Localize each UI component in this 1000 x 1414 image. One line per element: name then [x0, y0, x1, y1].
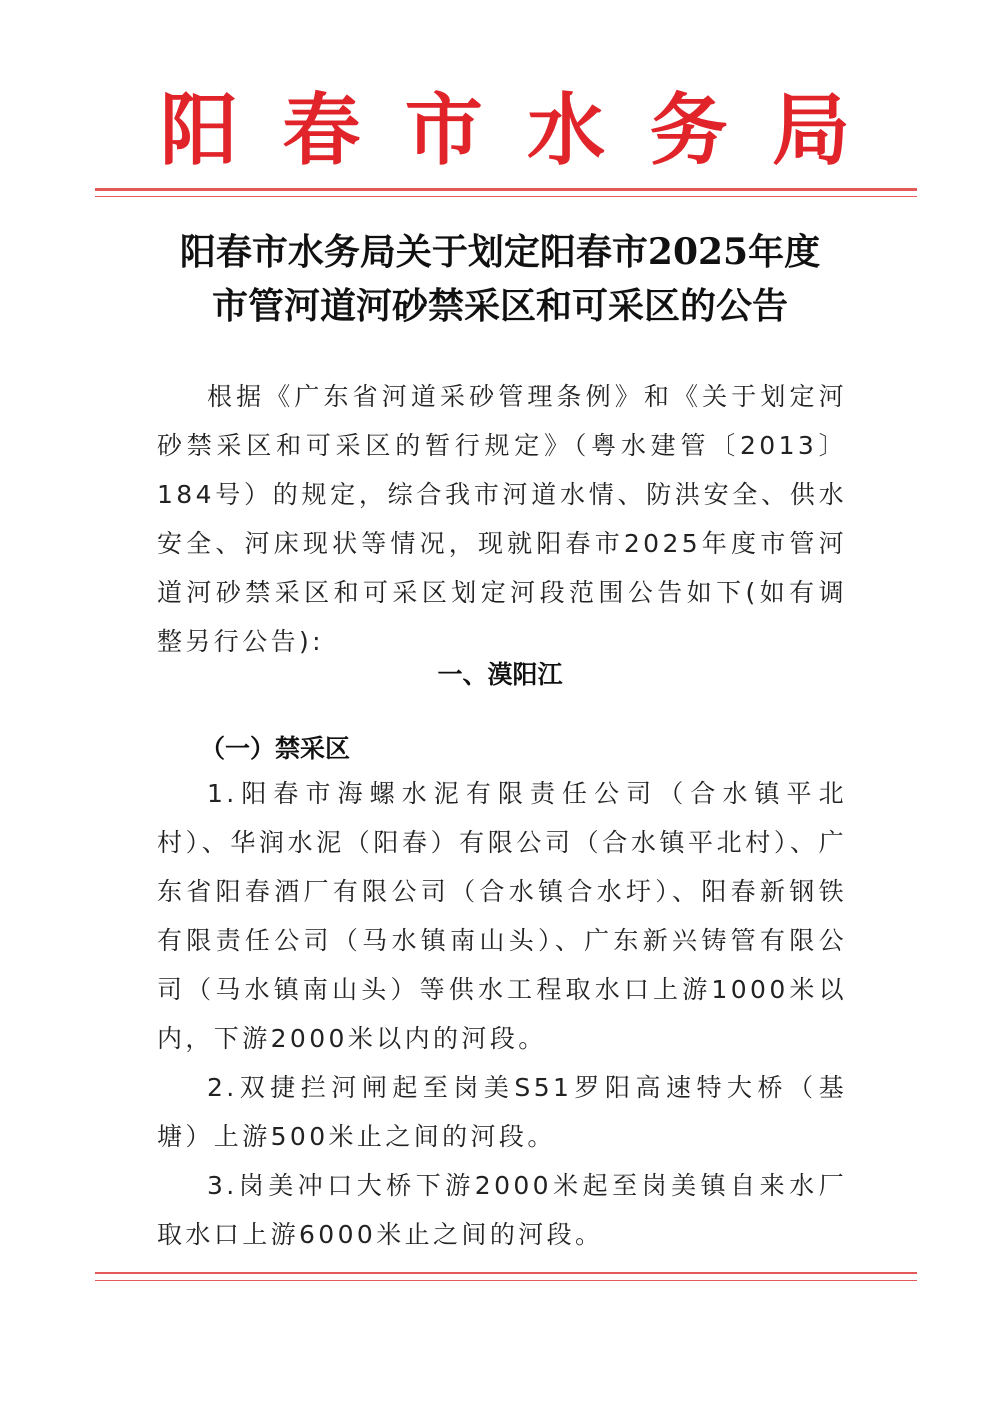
subsection-heading: （一）禁采区: [200, 734, 351, 763]
header-red-rule-thin: [95, 196, 917, 197]
footer-red-rule-thin: [95, 1280, 917, 1281]
masthead-char: 水: [527, 85, 606, 176]
list-item: 2.双捷拦河闸起至岗美S51罗阳高速特大桥（基塘）上游500米止之间的河段。: [157, 1073, 847, 1151]
intro-paragraph: 根据《广东省河道采砂管理条例》和《关于划定河砂禁采区和可采区的暂行规定》（粤水建管〔2013〕184号）的规定，综合我市河道水情、防洪安全、供水安全、河床现状等情况，现就阳春市2025年度市管河道河砂禁采区和可采区划定河段范围公告如下(如有调整另行公告):: [157, 382, 847, 656]
masthead-char: 春: [282, 85, 361, 176]
footer-red-rule: [95, 1272, 917, 1274]
masthead-char: 阳: [160, 85, 239, 176]
header-red-rule: [95, 188, 917, 191]
masthead-char: 局: [771, 85, 850, 176]
list-item: 1.阳春市海螺水泥有限责任公司（合水镇平北村）、华润水泥（阳春）有限公司（合水镇平北村）、广东省阳春酒厂有限公司（合水镇合水圩）、阳春新钢铁有限责任公司（马水镇南山头）、广东新兴铸管有限公司（马水镇南山头）等供水工程取水口上游1000米以内，下游2000米以内的河段。: [157, 779, 847, 1053]
section-heading: 一、漠阳江: [437, 660, 563, 689]
list-item: 3.岗美冲口大桥下游2000米起至岗美镇自来水厂取水口上游6000米止之间的河段。: [157, 1171, 847, 1249]
masthead-char: 市: [404, 85, 483, 176]
document-title-line2: 市管河道河砂禁采区和可采区的公告: [211, 285, 788, 327]
document-title-line1: 阳春市水务局关于划定阳春市2025年度: [179, 231, 821, 273]
masthead-org-name: [160, 85, 850, 176]
masthead-char: 务: [649, 85, 728, 176]
